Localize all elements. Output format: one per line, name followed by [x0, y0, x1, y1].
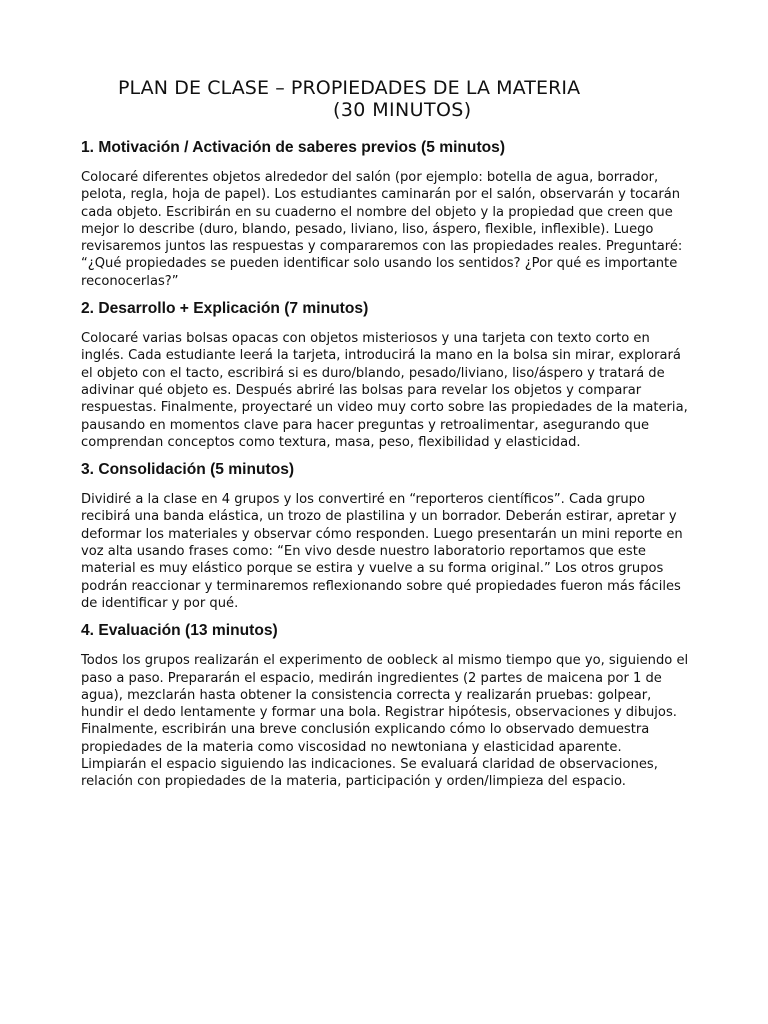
- section-heading: 2. Desarrollo + Explicación (7 minutos): [81, 300, 369, 318]
- section-paragraph: Todos los grupos realizarán el experimento de oobleck al mismo tiempo que yo, siguiendo el paso a paso. Prepararán el espacio, medirán ingredientes (2 partes de maicena por 1 de agua), mezclarán hasta obtener la consistencia correcta y realizarán pruebas: golpear, hundir el dedo lentamente y formar una bola. Registrar hipótesis, observaciones y dibujos. Finalmente, escribirán una breve conclusión explicando cómo lo observado demuestra propiedades de la materia como viscosidad no newtoniana y elasticidad aparente. Limpiarán el espacio siguiendo las indicaciones. Se evaluará claridad de observaciones, relación con propiedades de la materia, participación y orden/limpieza del espacio.: [81, 653, 689, 790]
- section-paragraph: Dividiré a la clase en 4 grupos y los convertiré en “reporteros científicos”. Cada grupo recibirá una banda elástica, un trozo de plastilina y un borrador. Deberán estirar, apretar y deformar los materiales y observar cómo responden. Luego presentarán un mini reporte en voz alta usando frases como: “En vivo desde nuestro laboratorio reportamos que este material es muy elástico porque se estira y vuelve a su forma original.” Los otros grupos podrán reaccionar y terminaremos reflexionando sobre qué propiedades fueron más fáciles de identificar y por qué.: [81, 492, 683, 611]
- section-motivacion: [81, 137, 691, 290]
- title-line-2: (30 MINUTOS): [333, 99, 472, 121]
- title-line-1: PLAN DE CLASE – PROPIEDADES DE LA MATERIA: [118, 77, 581, 99]
- section-paragraph: Colocaré diferentes objetos alrededor del salón (por ejemplo: botella de agua, borrador, pelota, regla, hoja de papel). Los estudiantes caminarán por el salón, observarán y tocarán cada objeto. Escribirán en su cuaderno el nombre del objeto y la propiedad que creen que mejor lo describe (duro, blando, pesado, liviano, liso, áspero, flexible, inflexible). Luego revisaremos juntos las respuestas y compararemos con las propiedades reales. Preguntaré: “¿Qué propiedades se pueden identificar solo usando los sentidos? ¿Por qué es importante reconocerlas?”: [81, 170, 683, 289]
- section-paragraph: Colocaré varias bolsas opacas con objetos misteriosos y una tarjeta con texto corto en inglés. Cada estudiante leerá la tarjeta, introducirá la mano en la bolsa sin mirar, explorará el objeto con el tacto, escribirá si es duro/blando, pesado/liviano, liso/áspero y tratará de adivinar qué objeto es. Después abriré las bolsas para revelar los objetos y comparar respuestas. Finalmente, proyectaré un video muy corto sobre las propiedades de la materia, pausando en momentos clave para hacer preguntas y retroalimentar, asegurando que comprendan conceptos como textura, masa, peso, flexibilidad y elasticidad.: [81, 331, 688, 450]
- section-evaluacion: [81, 620, 691, 790]
- section-heading: 4. Evaluación (13 minutos): [81, 622, 278, 640]
- section-consolidacion: [81, 459, 691, 612]
- section-heading: 3. Consolidación (5 minutos): [81, 461, 295, 479]
- section-desarrollo: [81, 298, 691, 451]
- document-body: [81, 137, 691, 799]
- section-heading: 1. Motivación / Activación de saberes previos (5 minutos): [81, 139, 506, 156]
